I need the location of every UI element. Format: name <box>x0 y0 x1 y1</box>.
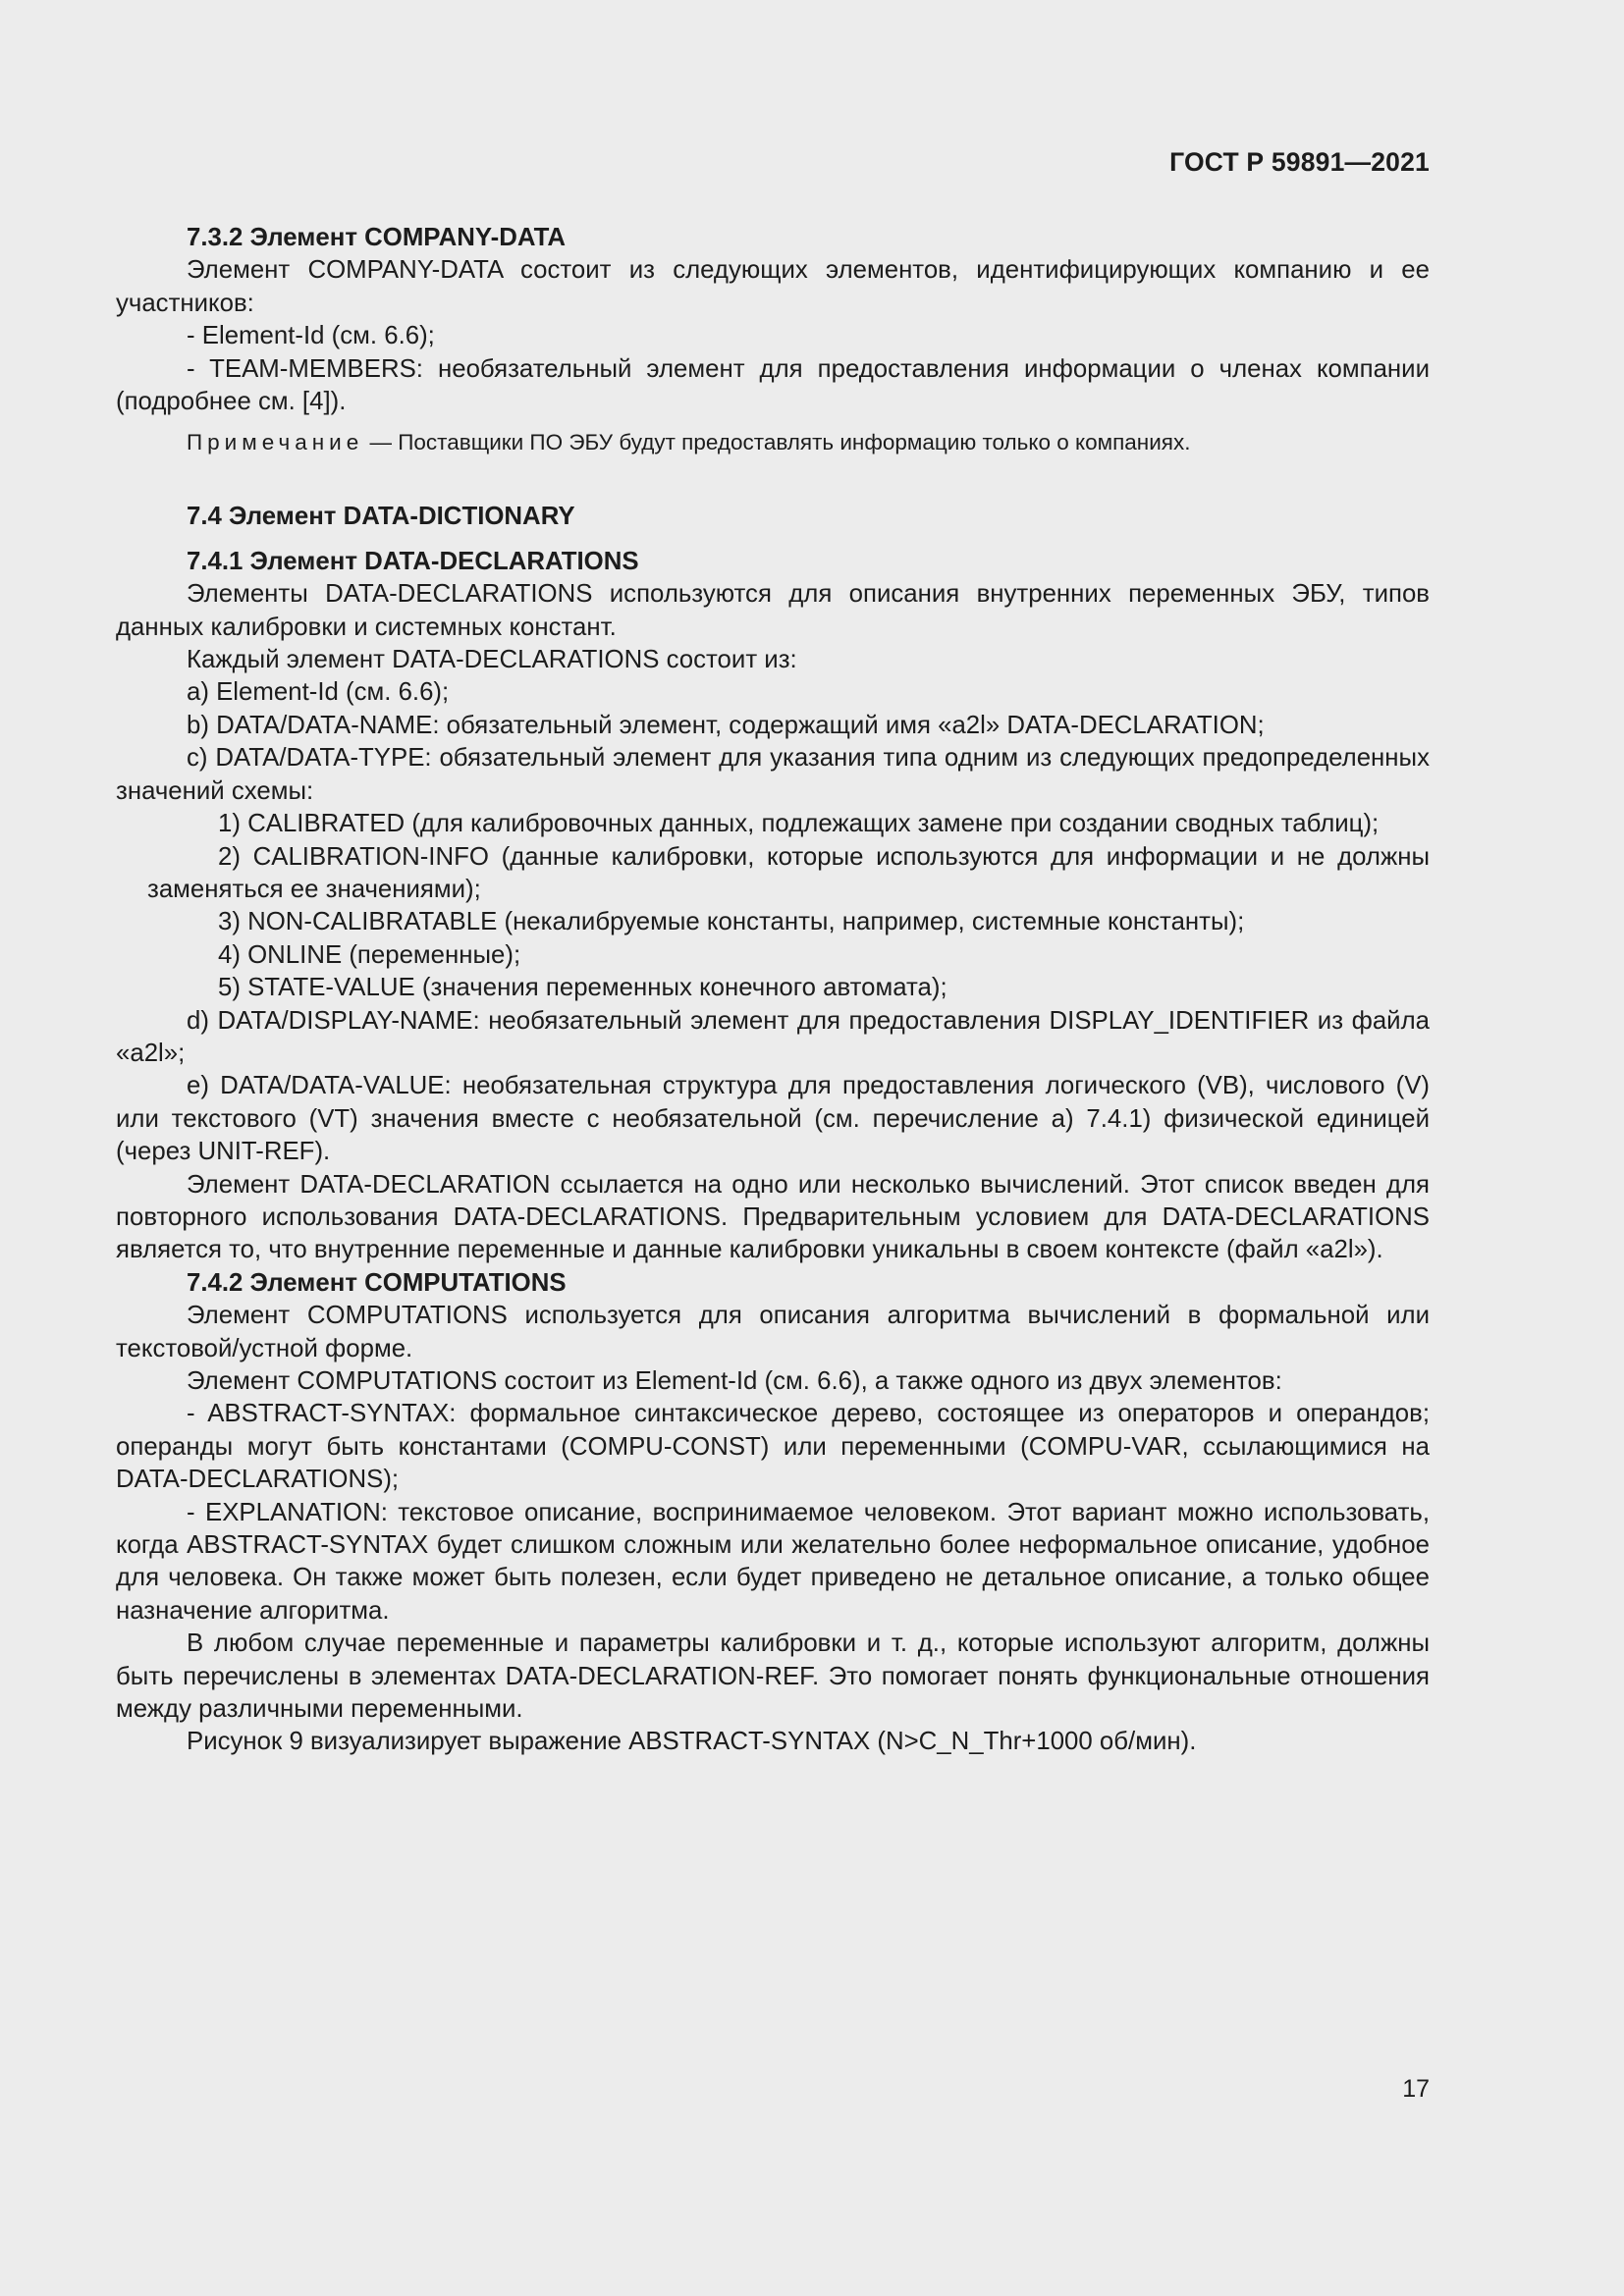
sub-item-state-value: 5) STATE-VALUE (значения переменных конечного автомата); <box>218 974 947 1002</box>
document-page <box>116 0 1430 2296</box>
sub-item-online: 4) ONLINE (переменные); <box>218 940 521 969</box>
paragraph-computations-intro: Элемент COMPUTATIONS используется для описания алгоритма вычислений в формальной или текстовой/устной форме. <box>116 1302 1430 1362</box>
page-number: 17 <box>1402 2075 1430 2103</box>
list-item-team-members: - TEAM-MEMBERS: необязательный элемент для предоставления информации о членах компании (подробнее см. [4]). <box>116 354 1430 416</box>
list-item-d: d) DATA/DISPLAY-NAME: необязательный элемент для предоставления DISPLAY_IDENTIFIER из файла «a2l»; <box>116 1006 1430 1067</box>
list-item-element-id: - Element-Id (см. 6.6); <box>187 322 435 350</box>
note <box>116 428 1430 457</box>
sub-item-calibrated: 1) CALIBRATED (для калибровочных данных, подлежащих замене при создании сводных таблиц); <box>218 810 1380 838</box>
heading-7-4: 7.4 Элемент DATA-DICTIONARY <box>187 503 575 531</box>
note-text: — Поставщики ПО ЭБУ будут предоставлять информацию только о компаниях. <box>363 430 1191 455</box>
page-content <box>116 222 1430 1759</box>
note-label: Примечание <box>187 430 364 455</box>
paragraph-company-data-intro: Элемент COMPANY-DATA состоит из следующих элементов, идентифицирующих компанию и ее участников: <box>116 256 1430 317</box>
list-item-a: a) Element-Id (см. 6.6); <box>187 678 450 707</box>
paragraph-data-declarations-intro: Элементы DATA-DECLARATIONS используются для описания внутренних переменных ЭБУ, типов данных калибровки и системных констант. <box>116 580 1430 641</box>
standard-identifier: ГОСТ Р 59891—2021 <box>1169 147 1430 177</box>
paragraph-data-declaration-reference: Элемент DATA-DECLARATION ссылается на одно или несколько вычислений. Этот список введен для повторного использования DATA-DECLARATIONS. Предварительным условием для DATA-DECLARATIONS является то, что внутренние переменные и данные калибровки уникальны в своем контексте (файл «a2l»). <box>116 1170 1430 1264</box>
paragraph-data-declarations-lead: Каждый элемент DATA-DECLARATIONS состоит из: <box>187 646 797 674</box>
list-item-c: c) DATA/DATA-TYPE: обязательный элемент для указания типа одним из следующих предопределенных значений схемы: <box>116 744 1430 805</box>
sub-item-non-calibratable: 3) NON-CALIBRATABLE (некалибруемые константы, например, системные константы); <box>218 908 1245 936</box>
paragraph-computations-lead: Элемент COMPUTATIONS состоит из Element-Id (см. 6.6), а также одного из двух элементов: <box>187 1367 1282 1395</box>
list-item-abstract-syntax: - ABSTRACT-SYNTAX: формальное синтаксическое дерево, состоящее из операторов и операндов; операнды могут быть константами (COMPU-CONST) или переменными (COMPU-VAR, ссылающимися на DATA-DECLARATIONS); <box>116 1400 1430 1494</box>
list-item-b: b) DATA/DATA-NAME: обязательный элемент, содержащий имя «a2l» DATA-DECLARATION; <box>187 711 1265 739</box>
paragraph-any-case: В любом случае переменные и параметры калибровки и т. д., которые используют алгоритм, должны быть перечислены в элементах DATA-DECLARATION-REF. Это помогает понять функциональные отношения между различными переменными. <box>116 1629 1430 1724</box>
heading-7-4-2: 7.4.2 Элемент COMPUTATIONS <box>187 1268 567 1297</box>
sub-item-calibration-info: 2) CALIBRATION-INFO (данные калибровки, которые используются для информации и не должны заменяться ее значениями); <box>147 842 1430 903</box>
heading-7-3-2: 7.3.2 Элемент COMPANY-DATA <box>187 224 567 251</box>
list-item-explanation: - EXPLANATION: текстовое описание, воспринимаемое человеком. Этот вариант можно использовать, когда ABSTRACT-SYNTAX будет слишком сложным или желательно более неформальное описание, удобное для человека. Он также может быть полезен, если будет приведено не детальное описание, а только общее назначение алгоритма. <box>116 1498 1430 1625</box>
list-item-e: e) DATA/DATA-VALUE: необязательная структура для предоставления логического (VB), числового (V) или текстового (VT) значения вместе с необязательной (см. перечисление a) 7.4.1) физической единицей (через UNIT-REF). <box>116 1072 1430 1166</box>
heading-7-4-1: 7.4.1 Элемент DATA-DECLARATIONS <box>187 547 639 575</box>
paragraph-figure-reference: Рисунок 9 визуализирует выражение ABSTRACT-SYNTAX (N>C_N_Thr+1000 об/мин). <box>187 1728 1197 1756</box>
